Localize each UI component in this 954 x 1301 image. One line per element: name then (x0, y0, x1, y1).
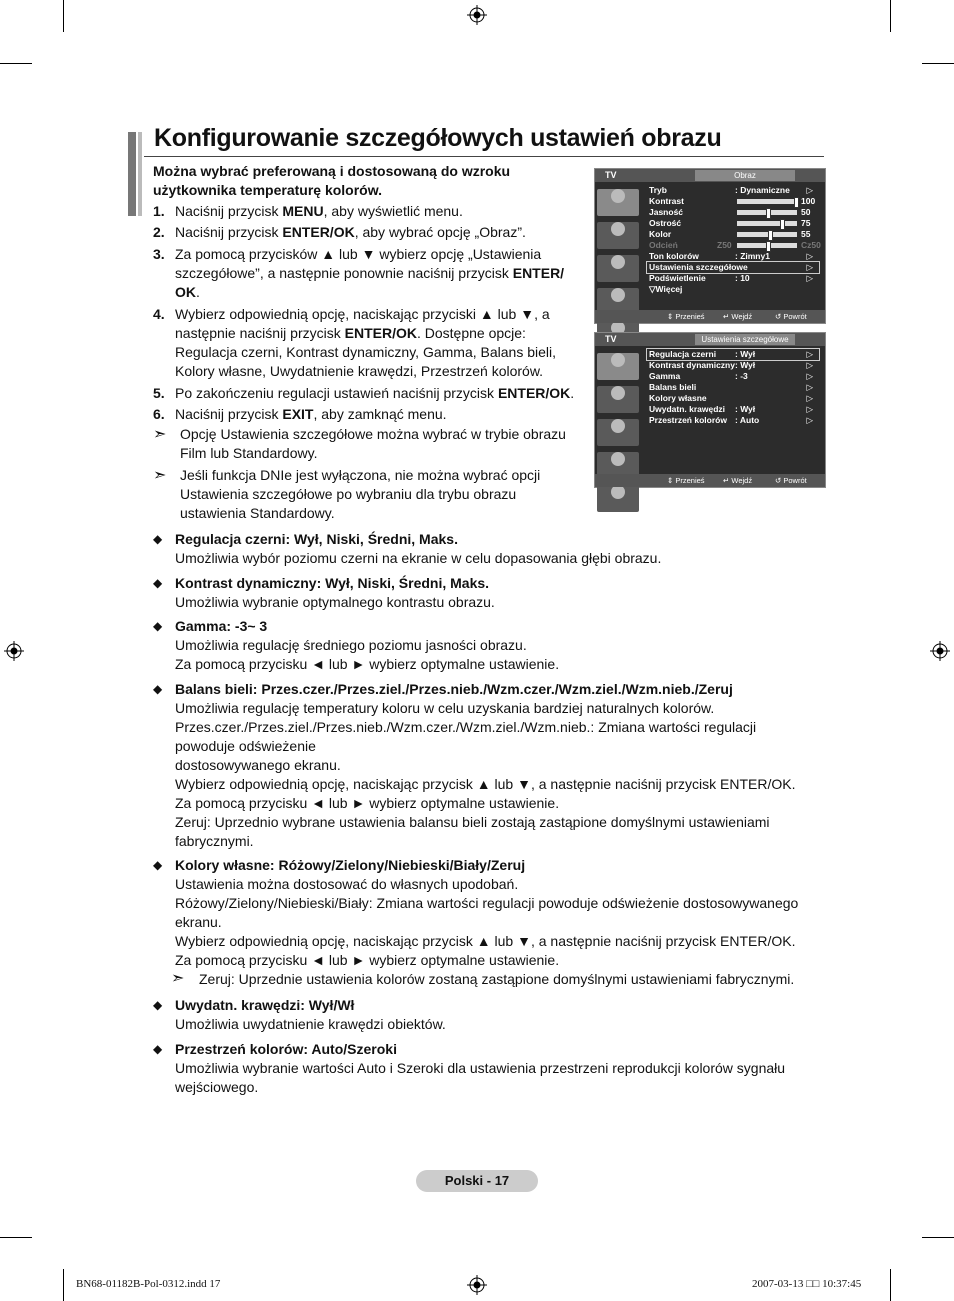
osd-category-icons (597, 347, 641, 514)
step-item (153, 405, 583, 424)
osd-picture-menu (594, 168, 826, 324)
note-text: Opcję Ustawienia szczegółowe można wybrać w trybie obrazu Film lub Standardowy. (180, 426, 566, 461)
option-line: Ustawienia można dostosować do własnych upodobań. (175, 876, 519, 892)
osd-item-value: : Wył (735, 404, 756, 414)
channel-icon-glyph (611, 255, 625, 269)
osd-menu-item[interactable] (647, 207, 819, 218)
chevron-right-icon: ▷ (806, 251, 813, 261)
step-item (153, 223, 583, 242)
option-body (175, 996, 813, 1034)
osd-detailed-settings-menu (594, 332, 826, 488)
sound-icon[interactable] (597, 222, 639, 249)
osd-slider[interactable] (737, 221, 797, 226)
channel-icon[interactable] (597, 255, 639, 282)
osd-menu-item[interactable] (647, 349, 819, 360)
osd-item-min-label: Z50 (717, 240, 732, 250)
osd-menu-item[interactable] (647, 262, 819, 273)
osd-menu-item[interactable] (647, 284, 819, 295)
step-text-pre: Naciśnij przycisk (175, 406, 283, 422)
option-line: Różowy/Zielony/Niebieski/Biały: Zmiana wartości regulacji powoduje odświeżenie dostosowywanego ekranu. (175, 895, 799, 930)
osd-header (595, 333, 825, 346)
osd-menu-item[interactable] (647, 229, 819, 240)
osd-slider[interactable] (737, 232, 797, 237)
osd-item-label: Tryb (649, 185, 667, 195)
step-text-pre: Naciśnij przycisk (175, 203, 283, 219)
chevron-right-icon: ▷ (806, 371, 813, 381)
osd-item-label: Kolor (649, 229, 672, 239)
step-text (175, 384, 583, 403)
option-heading: Balans bieli: Przes.czer./Przes.ziel./Przes.nieb./Wzm.czer./Wzm.ziel./Wzm.nieb./Zeruj (175, 681, 733, 697)
osd-menu-item[interactable] (647, 196, 819, 207)
note (153, 425, 583, 463)
option-line: Umożliwia wybranie optymalnego kontrastu obrazu. (175, 594, 495, 610)
option-heading: Przestrzeń kolorów: Auto/Szeroki (175, 1041, 397, 1057)
osd-item-label: Gamma (649, 371, 681, 381)
osd-item-label: ▽Więcej (649, 284, 683, 294)
osd-source-label: TV (605, 170, 617, 180)
input-icon[interactable] (597, 485, 639, 512)
option-item (153, 1040, 813, 1097)
footer-date: 2007-03-13 □□ 10:37:45 (752, 1278, 862, 1290)
sound-icon-glyph (611, 222, 625, 236)
option-line: Umożliwia uwydatnienie krawędzi obiektów. (175, 1016, 446, 1032)
note-arrow-icon: ➣ (171, 970, 185, 987)
crop-mark (0, 63, 32, 64)
step-text (175, 305, 583, 381)
osd-footer-move-label: Przenieś (675, 476, 705, 485)
osd-menu-item[interactable] (647, 251, 819, 262)
input-icon-glyph (611, 485, 625, 499)
option-body (175, 617, 813, 674)
osd-footer-back-label: Powrót (783, 312, 807, 321)
osd-slider-value: 100 (801, 196, 816, 206)
osd-category-icons (597, 183, 641, 350)
step-text-button: ENTER/OK (344, 325, 417, 341)
registration-mark-icon (4, 641, 24, 661)
sound-icon[interactable] (597, 386, 639, 413)
crop-mark (922, 63, 954, 64)
channel-icon-glyph (611, 419, 625, 433)
osd-item-value: : Dynamiczne (735, 185, 790, 195)
option-line: Umożliwia regulację temperatury koloru w celu uzyskania bardziej naturalnych kolorów. (175, 700, 715, 716)
step-text-button: EXIT (282, 406, 314, 422)
option-body (171, 856, 813, 989)
step-number: 4. (153, 306, 165, 322)
osd-slider-value: 55 (801, 229, 811, 239)
osd-item-label: Kolory własne (649, 393, 707, 403)
osd-footer-move: ⇕ Przenieś (667, 312, 705, 321)
osd-menu-item[interactable] (647, 360, 819, 371)
option-item (153, 530, 813, 568)
bullet-diamond-icon: ◆ (153, 1042, 163, 1056)
option-line: Za pomocą przycisku ◄ lub ► wybierz optymalne ustawienie. (175, 795, 560, 811)
page-title: Konfigurowanie szczegółowych ustawień obrazu (154, 124, 722, 152)
option-item (153, 574, 813, 612)
osd-item-value: : Wył (735, 360, 756, 370)
osd-item-label: Jasność (649, 207, 684, 217)
bullet-diamond-icon: ◆ (153, 532, 163, 546)
osd-slider[interactable] (737, 243, 797, 248)
chevron-right-icon: ▷ (806, 382, 813, 392)
chevron-right-icon: ▷ (806, 415, 813, 425)
title-bar-decoration (138, 132, 142, 216)
bullet-diamond-icon: ◆ (153, 858, 163, 872)
chevron-right-icon: ▷ (806, 185, 813, 195)
osd-item-value: : -3 (735, 371, 748, 381)
crop-mark (0, 1237, 32, 1238)
osd-slider-value: Cz50 (801, 240, 821, 250)
step-number: 6. (153, 406, 165, 422)
step-number: 1. (153, 203, 165, 219)
osd-menu-item[interactable] (647, 371, 819, 382)
step-text-post: , aby zamknąć menu. (313, 406, 447, 422)
option-line: Umożliwia regulację średniego poziomu jasności obrazu. (175, 637, 527, 653)
chevron-right-icon: ▷ (806, 349, 813, 359)
step-text-post: . (196, 284, 200, 300)
osd-item-value: : Wył (735, 349, 756, 359)
osd-footer (595, 310, 825, 323)
option-item (153, 680, 813, 851)
chevron-right-icon: ▷ (806, 360, 813, 370)
option-body (175, 530, 813, 568)
crop-mark (890, 1269, 891, 1301)
crop-mark (63, 1269, 64, 1301)
osd-item-label: Ostrość (649, 218, 682, 228)
note-arrow-icon: ➣ (153, 426, 167, 443)
setup-icon-glyph (611, 452, 625, 466)
step-text-button: MENU (282, 203, 324, 219)
step-text-pre: Za pomocą przycisków ▲ lub ▼ wybierz opcję „Ustawienia szczegółowe”, a następnie ponownie naciśnij przycisk (175, 246, 542, 281)
page-number: Polski - 17 (416, 1170, 538, 1192)
step-text-post: . Dostępne opcje: Regulacja czerni, Kontrast dynamiczny, Gamma, Balans bieli, Kolory własne, Uwydatnienie krawędzi, Przestrzeń kolorów. (175, 325, 557, 379)
option-line: Umożliwia wybranie wartości Auto i Szeroki dla ustawienia przestrzeni reprodukcji kolorów sygnału wejściowego. (175, 1060, 786, 1095)
step-text (175, 202, 583, 221)
option-line: Zeruj: Uprzednio wybrane ustawienia balansu bieli zostają zastąpione domyślnymi ustawieniami fabrycznymi. (175, 814, 770, 849)
title-bar-decoration (128, 132, 136, 216)
chevron-right-icon: ▷ (806, 273, 813, 283)
step-text-post: , aby wyświetlić menu. (323, 203, 463, 219)
option-line: Przes.czer./Przes.ziel./Przes.nieb./Wzm.czer./Wzm.ziel./Wzm.nieb.: Zmiana wartości regulacji powoduje odświeżenie (175, 719, 757, 754)
osd-item-label: Kontrast (649, 196, 684, 206)
step-text-pre: Naciśnij przycisk (175, 224, 283, 240)
option-heading: Gamma: -3~ 3 (175, 618, 268, 634)
option-line: Za pomocą przycisku ◄ lub ► wybierz optymalne ustawienie. (175, 656, 560, 672)
step-number: 3. (153, 246, 165, 262)
osd-item-label: Kontrast dynamiczny (649, 360, 735, 370)
step-text-pre: Po zakończeniu regulacji ustawień naciśnij przycisk (175, 385, 498, 401)
option-heading: Uwydatn. krawędzi: Wył/Wł (175, 997, 355, 1013)
option-line: Za pomocą przycisku ◄ lub ► wybierz optymalne ustawienie. (175, 952, 560, 968)
setup-icon-glyph (611, 288, 625, 302)
option-heading: Kolory własne: Różowy/Zielony/Niebieski/Biały/Zeruj (175, 857, 526, 873)
step-text (175, 405, 583, 424)
osd-slider[interactable] (737, 199, 797, 204)
picture-icon[interactable] (597, 189, 639, 216)
chevron-right-icon: ▷ (806, 262, 813, 272)
picture-icon[interactable] (597, 353, 639, 380)
osd-menu-rows (647, 185, 819, 295)
step-item (153, 305, 583, 381)
registration-mark-icon (930, 641, 950, 661)
osd-footer-back-label: Powrót (783, 476, 807, 485)
osd-slider-value: 50 (801, 207, 811, 217)
note-text: Jeśli funkcja DNIe jest wyłączona, nie można wybrać opcji Ustawienia szczegółowe po wybraniu dla trybu obrazu ustawienia Standardowy. (180, 467, 541, 521)
step-item (153, 384, 583, 403)
osd-header (595, 169, 825, 182)
osd-item-value: : 10 (735, 273, 750, 283)
step-text-button: ENTER/OK (497, 385, 571, 401)
osd-item-label: Przestrzeń kolorów (649, 415, 727, 425)
step-text-button: ENTER/ OK (175, 265, 565, 300)
note (153, 466, 583, 523)
option-heading: Regulacja czerni: Wył, Niski, Średni, Maks. (175, 531, 458, 547)
option-line: Wybierz odpowiednią opcję, naciskając przycisk ▲ lub ▼, a następnie naciśnij przycisk ENTER/OK. (175, 776, 796, 792)
crop-mark (63, 0, 64, 32)
step-text-post: , aby wybrać opcję „Obraz”. (354, 224, 526, 240)
step-text-button: ENTER/OK (282, 224, 355, 240)
option-item (153, 856, 813, 989)
chevron-right-icon: ▷ (806, 404, 813, 414)
osd-menu-rows (647, 349, 819, 426)
step-text (175, 245, 583, 302)
osd-footer-back: ↺ Powrót (775, 476, 807, 485)
osd-slider-value: 75 (801, 218, 811, 228)
option-body (175, 680, 813, 851)
osd-footer-enter: ↵ Wejdź (723, 312, 753, 321)
step-text (175, 223, 583, 242)
bullet-diamond-icon: ◆ (153, 576, 163, 590)
osd-footer-enter-label: Wejdź (731, 312, 753, 321)
step-item (153, 245, 583, 302)
osd-item-label: Regulacja czerni (649, 349, 717, 359)
osd-source-label: TV (605, 334, 617, 344)
osd-footer-move: ⇕ Przenieś (667, 476, 705, 485)
osd-menu-item[interactable] (647, 185, 819, 196)
registration-mark-icon (467, 5, 487, 25)
bullet-diamond-icon: ◆ (153, 619, 163, 633)
step-text-pre: Wybierz odpowiednią opcję, naciskając przyciski ▲ lub ▼, a następnie naciśnij przycisk (175, 306, 550, 341)
osd-footer-back: ↺ Powrót (775, 312, 807, 321)
step-number: 5. (153, 385, 165, 401)
osd-footer-enter: ↵ Wejdź (723, 476, 753, 485)
sound-icon-glyph (611, 386, 625, 400)
step-text-post: . (570, 385, 575, 401)
picture-icon-glyph (611, 189, 625, 203)
bullet-diamond-icon: ◆ (153, 998, 163, 1012)
osd-item-label: Podświetlenie (649, 273, 706, 283)
osd-slider[interactable] (737, 210, 797, 215)
option-subnote (171, 970, 813, 989)
option-body (175, 1040, 813, 1097)
osd-item-value: : Auto (735, 415, 760, 425)
osd-item-label: Odcień (649, 240, 678, 250)
crop-mark (922, 1237, 954, 1238)
osd-footer-move-label: Przenieś (675, 312, 705, 321)
registration-mark-icon (467, 1275, 487, 1295)
osd-footer (595, 474, 825, 487)
osd-menu-item[interactable] (647, 240, 819, 251)
osd-menu-item[interactable] (647, 415, 819, 426)
osd-item-label: Ustawienia szczegółowe (649, 262, 748, 272)
intro-text: Można wybrać preferowaną i dostosowaną do wzroku użytkownika temperaturę kolorów. (153, 163, 511, 198)
osd-item-label: Ton kolorów (649, 251, 699, 261)
option-item (153, 996, 813, 1034)
option-line: Umożliwia wybór poziomu czerni na ekranie w celu dopasowania głębi obrazu. (175, 550, 662, 566)
step-item (153, 202, 583, 221)
title-rule (144, 156, 824, 157)
osd-menu-item[interactable] (647, 273, 819, 284)
osd-menu-tab: Obraz (695, 170, 795, 181)
note-arrow-icon: ➣ (153, 467, 167, 484)
subnote-text: Zeruj: Uprzednie ustawienia kolorów zostaną zastąpione domyślnymi ustawieniami fabrycznymi. (199, 971, 795, 987)
channel-icon[interactable] (597, 419, 639, 446)
option-heading: Kontrast dynamiczny: Wył, Niski, Średni, Maks. (175, 575, 490, 591)
chevron-right-icon: ▷ (806, 393, 813, 403)
osd-menu-tab: Ustawienia szczegółowe (695, 334, 795, 345)
option-line: Wybierz odpowiednią opcję, naciskając przycisk ▲ lub ▼, a następnie naciśnij przycisk ENTER/OK. (175, 933, 796, 949)
step-number: 2. (153, 224, 165, 240)
footer-file: BN68-01182B-Pol-0312.indd 17 (76, 1278, 221, 1290)
osd-menu-item[interactable] (647, 382, 819, 393)
crop-mark (890, 0, 891, 32)
osd-menu-item[interactable] (647, 393, 819, 404)
osd-footer-enter-label: Wejdź (731, 476, 753, 485)
option-body (175, 574, 813, 612)
option-line: dostosowywanego ekranu. (175, 757, 341, 773)
osd-item-value: : Zimny1 (735, 251, 770, 261)
osd-item-label: Uwydatn. krawędzi (649, 404, 726, 414)
osd-menu-item[interactable] (647, 218, 819, 229)
option-item (153, 617, 813, 674)
picture-icon-glyph (611, 353, 625, 367)
osd-menu-item[interactable] (647, 404, 819, 415)
bullet-diamond-icon: ◆ (153, 682, 163, 696)
osd-item-label: Balans bieli (649, 382, 697, 392)
